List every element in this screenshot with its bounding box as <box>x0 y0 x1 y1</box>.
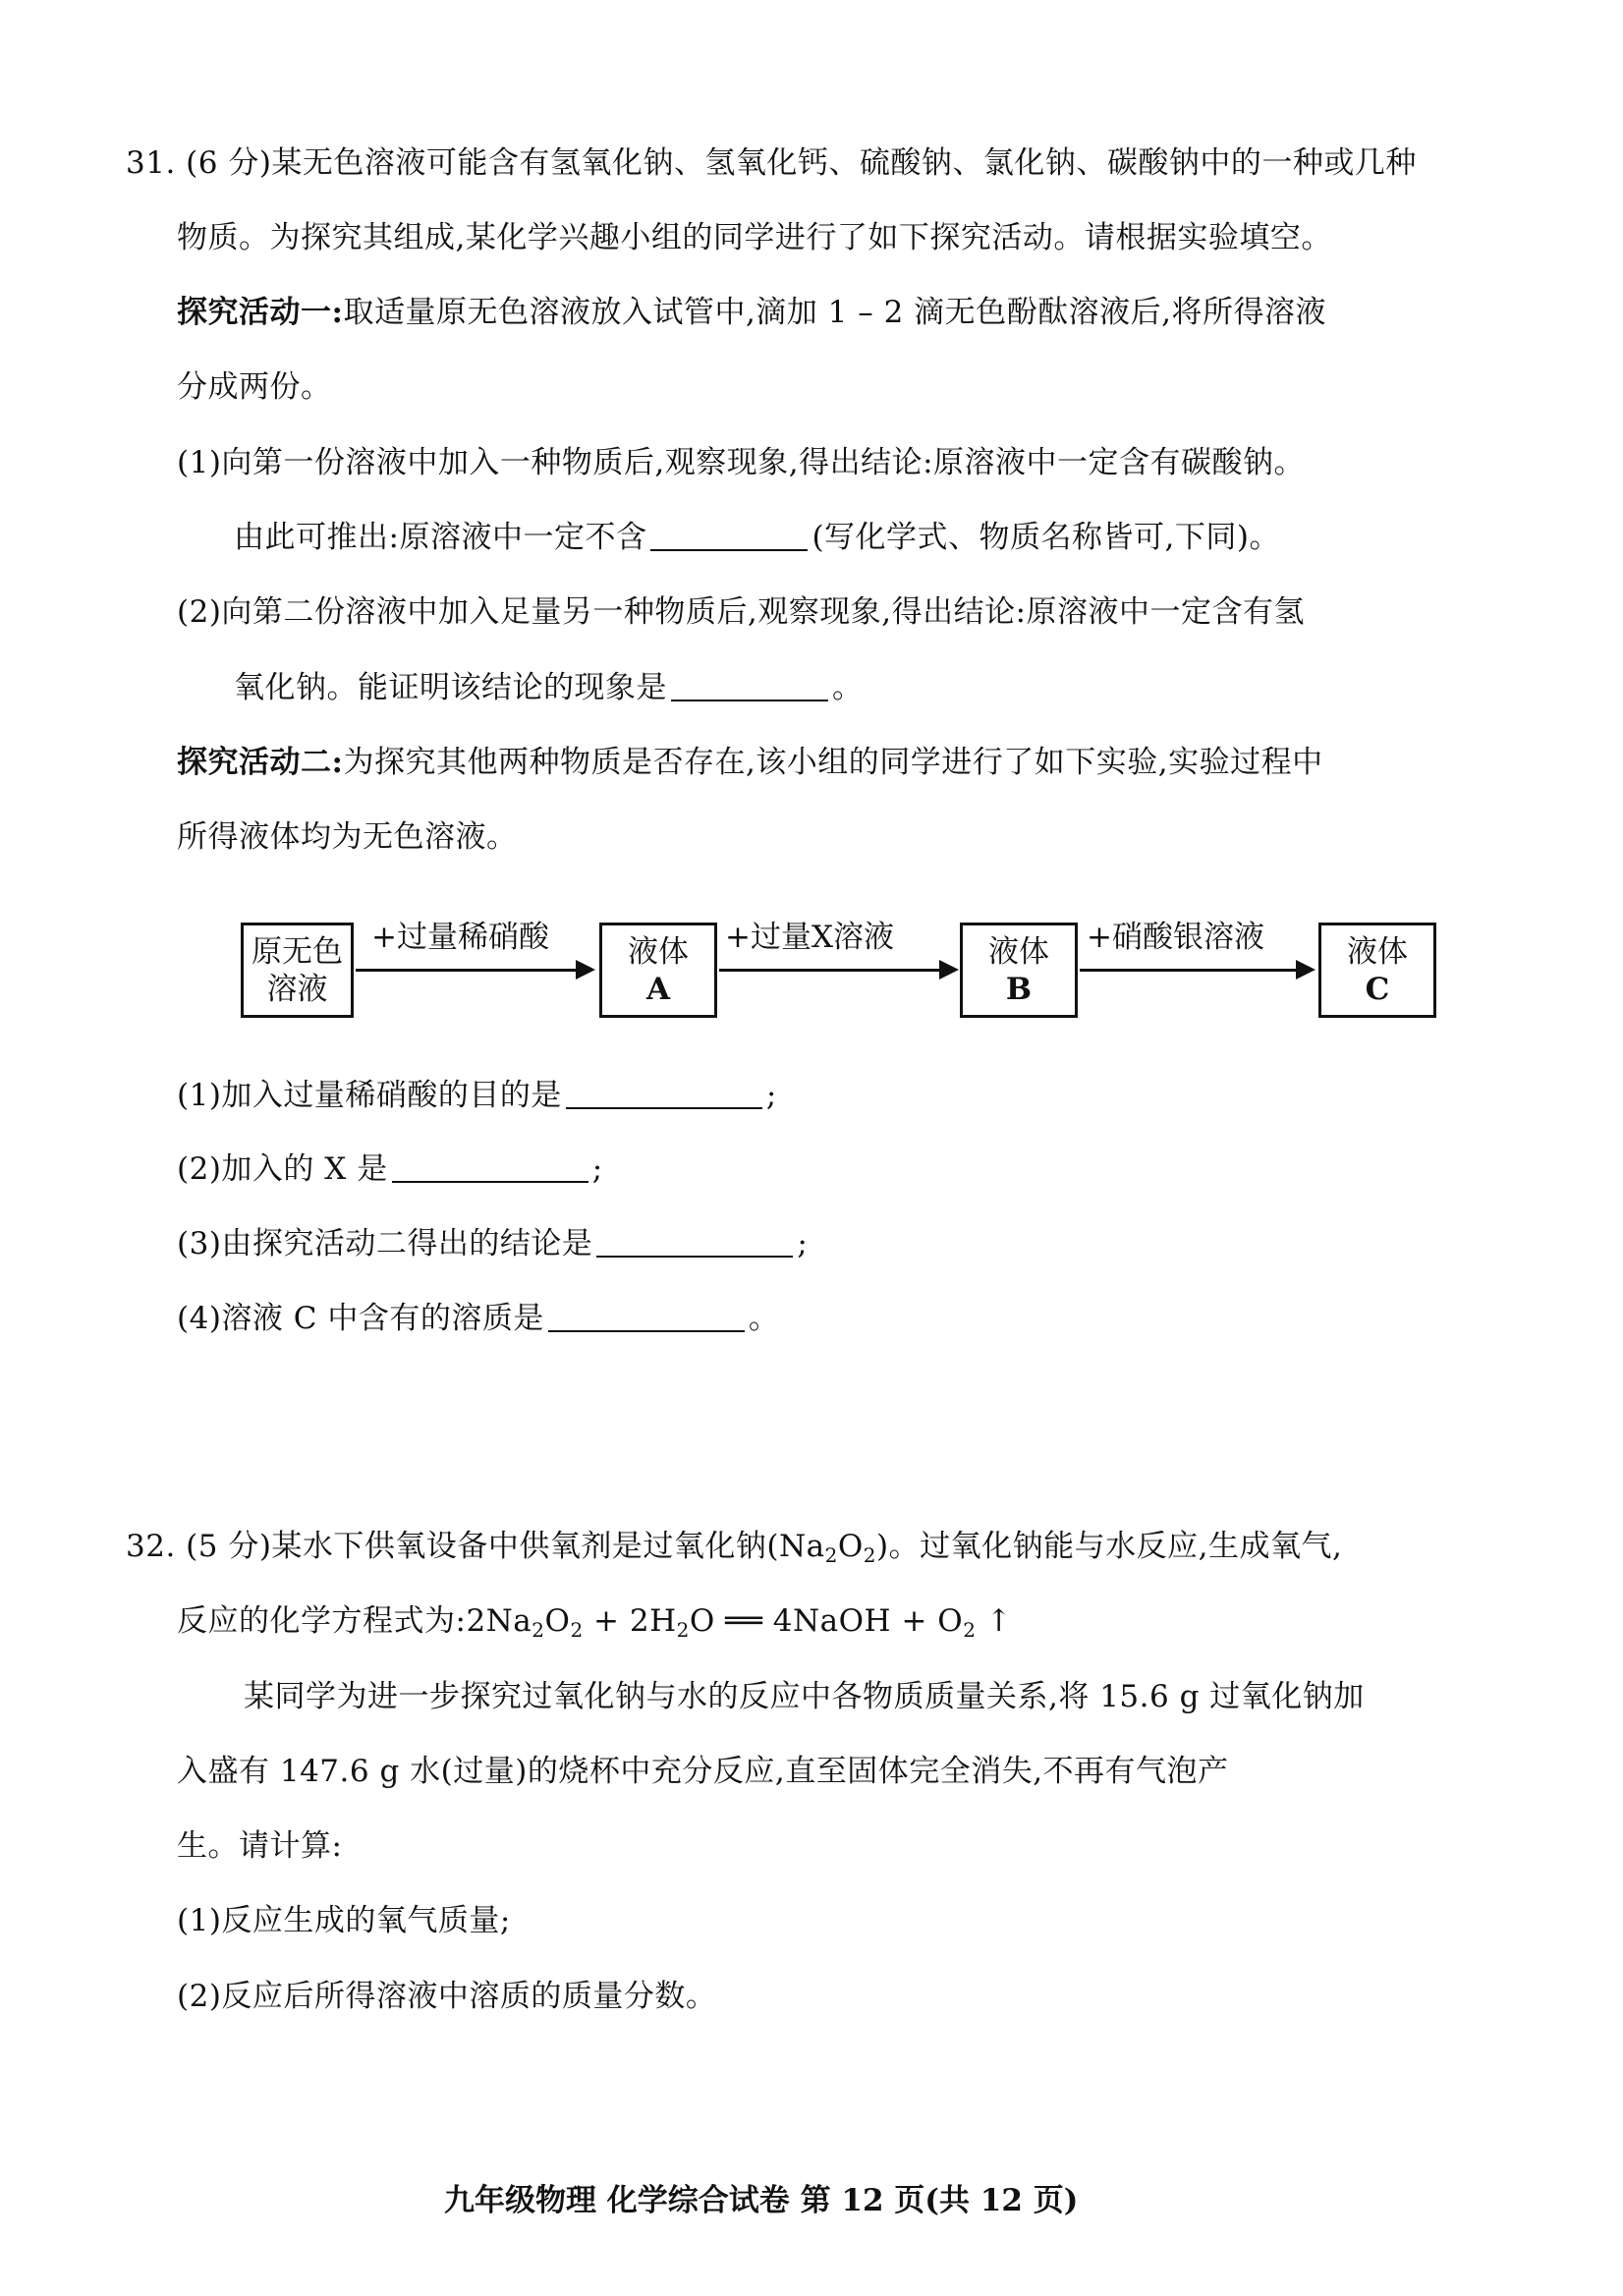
answer-blank-2[interactable] <box>671 670 828 701</box>
sub3-end: ; <box>797 1226 809 1261</box>
flow-box-liquid-c <box>1318 923 1436 1018</box>
sub3-text: (3)由探究活动二得出的结论是 <box>177 1226 593 1261</box>
activity2-label: 探究活动二: <box>177 745 344 780</box>
q31-activity1-line1 <box>177 293 1326 332</box>
q31-intro-line1: 31. (6 分)某无色溶液可能含有氢氧化钠、氢氧化钙、硫酸钠、氯化钠、碳酸钠中的一种或几种 <box>126 145 1417 181</box>
q31-sub2 <box>177 1149 603 1189</box>
q31-sub1 <box>177 1076 777 1115</box>
equation-text: ↑ <box>976 1603 1013 1639</box>
answer-blank-1[interactable] <box>650 520 808 551</box>
answer-blank-3[interactable] <box>566 1078 762 1109</box>
q32-equation-line <box>177 1601 1012 1641</box>
flow-arrow-3 <box>1080 969 1312 972</box>
q32-body-line3: 生。请计算: <box>177 1828 343 1864</box>
activity1-text: 取适量原无色溶液放入试管中,滴加 1 – 2 滴无色酚酞溶液后,将所得溶液 <box>343 295 1327 330</box>
answer-blank-6[interactable] <box>548 1301 745 1332</box>
q32-calc1: (1)反应生成的氧气质量; <box>177 1903 511 1938</box>
q31-part2-line1: (2)向第二份溶液中加入足量另一种物质后,观察现象,得出结论:原溶液中一定含有氢 <box>177 594 1306 630</box>
q32-body-line2: 入盛有 147.6 g 水(过量)的烧杯中充分反应,直至固体完全消失,不再有气泡产 <box>177 1754 1229 1789</box>
sub2-text: (2)加入的 X 是 <box>177 1151 388 1187</box>
subscript: 2 <box>676 1618 690 1642</box>
q31-activity2-line1 <box>177 743 1323 782</box>
flow-box-text: A <box>645 971 671 1007</box>
sub2-end: ; <box>591 1151 603 1187</box>
sub4-text: (4)溶液 C 中含有的溶质是 <box>177 1301 544 1336</box>
sub4-end: 。 <box>748 1301 780 1336</box>
equation-text: O <box>544 1603 571 1639</box>
flow-box-text: B <box>1005 971 1033 1007</box>
subscript: 2 <box>863 1543 877 1567</box>
flow-arrow-label-3: +硝酸银溶液 <box>1087 920 1264 955</box>
q31-activity2-line2: 所得液体均为无色溶液。 <box>177 819 518 855</box>
flow-box-liquid-a <box>599 923 717 1018</box>
subscript: 2 <box>963 1618 977 1642</box>
flow-box-text: 液体 <box>1347 933 1408 970</box>
q31-part1-line2 <box>234 518 1280 557</box>
q31-sub4 <box>177 1299 779 1338</box>
q32-intro-line1 <box>126 1527 1342 1566</box>
q31-intro-line2: 物质。为探究其组成,某化学兴趣小组的同学进行了如下探究活动。请根据实验填空。 <box>177 220 1332 255</box>
q32-text: O <box>837 1529 864 1564</box>
q31-activity1-line2: 分成两份。 <box>177 369 332 405</box>
subscript: 2 <box>824 1543 838 1567</box>
equation-text: 反应的化学方程式为:2Na <box>177 1603 532 1639</box>
q32-text: 32. (5 分)某水下供氧设备中供氧剂是过氧化钠(Na <box>126 1529 825 1564</box>
sub1-end: ; <box>765 1078 777 1113</box>
flow-box-text: C <box>1365 971 1390 1007</box>
flow-box-text: 溶液 <box>266 971 328 1007</box>
q32-body-line1: 某同学为进一步探究过氧化钠与水的反应中各物质质量关系,将 15.6 g 过氧化钠加 <box>244 1679 1365 1714</box>
part2-text: 氧化钠。能证明该结论的现象是 <box>234 670 667 705</box>
flow-box-text: 液体 <box>988 933 1049 970</box>
subscript: 2 <box>532 1618 545 1642</box>
q31-sub3 <box>177 1224 808 1263</box>
flow-arrow-label-2: +过量X溶液 <box>725 920 895 955</box>
flow-box-liquid-b <box>960 923 1078 1018</box>
q31-part1-line1: (1)向第一份溶液中加入一种物质后,观察现象,得出结论:原溶液中一定含有碳酸钠。 <box>177 445 1306 480</box>
activity2-text: 为探究其他两种物质是否存在,该小组的同学进行了如下实验,实验过程中 <box>343 745 1323 780</box>
q31-part2-line2 <box>234 668 864 707</box>
equation-text: O ══ 4NaOH + O <box>689 1603 964 1639</box>
flow-box-original-solution <box>241 923 354 1018</box>
activity1-label: 探究活动一: <box>177 295 344 330</box>
q32-text: )。过氧化钠能与水反应,生成氧气, <box>876 1529 1343 1564</box>
subscript: 2 <box>570 1618 584 1642</box>
part1-text: 由此可推出:原溶液中一定不含 <box>234 520 647 555</box>
answer-blank-4[interactable] <box>392 1151 588 1183</box>
flow-box-text: 原无色 <box>252 933 343 970</box>
flow-box-text: 液体 <box>628 933 689 970</box>
flow-arrow-2 <box>719 969 955 972</box>
page-footer: 九年级物理 化学综合试卷 第 12 页(共 12 页) <box>444 2183 1079 2218</box>
q32-calc2: (2)反应后所得溶液中溶质的质量分数。 <box>177 1979 717 2014</box>
flow-arrow-label-1: +过量稀硝酸 <box>371 920 549 955</box>
sub1-text: (1)加入过量稀硝酸的目的是 <box>177 1078 562 1113</box>
flow-arrow-1 <box>356 969 591 972</box>
part1-note: (写化学式、物质名称皆可,下同)。 <box>812 520 1280 555</box>
equation-text: + 2H <box>583 1603 677 1639</box>
part2-end: 。 <box>832 670 864 705</box>
answer-blank-5[interactable] <box>596 1226 793 1258</box>
